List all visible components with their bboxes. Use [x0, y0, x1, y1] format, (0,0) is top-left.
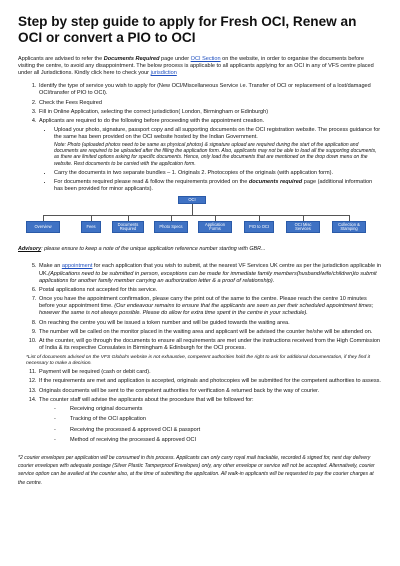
diagram-node-documents-required: Documents Required	[112, 221, 144, 233]
diagram-node-photo-specs: Photo Specs	[154, 221, 188, 233]
step-14: 14. The counter staff will advise the applicants about the procedure that will be followed for:	[38, 397, 382, 404]
bullet-documents	[53, 179, 382, 193]
step-9: 9. The number will be called on the monitor placed in the waiting area and applicant will be advised the counter he/she will be attended on.	[38, 329, 382, 336]
steps-list-2	[18, 263, 382, 352]
bullet-bundles: • Carry the documents in two separate bundles – 1. Originals 2. Photocopies of the originals (with application form).	[53, 170, 382, 177]
page-title: Step by step guide to apply for Fresh OCI, Renew an OCI or convert a PIO to OCI	[18, 14, 357, 45]
bullet-documents-text-c: page (additional information has been provided for minor applicants).	[54, 179, 373, 193]
step-7-note: (Our endeavour remains to ensure that the applicants are seen as per their scheduled appointment times; however the same is not always possible. Please do allow for extra time spent in the centre in your schedule).	[39, 303, 374, 317]
procedure-item: - Receiving the processed & approved OCI & passport	[70, 427, 382, 434]
courier-footnote: *2 courier envelopes per application will be consumed in this process. Applicants can only carry royal mail trackable, recorded & signed for, next day delivery courier envelopes with adequate postage (Silver Plastic Tamperproof Envelopes) only, any other envelope or service will not be accepted. Alternatively, courier service option can be availed at the counter also, at the time of submitting the application. All walk-in applicants will be requested to pay the courier charges at the centre.	[18, 455, 375, 486]
steps-list-3	[18, 369, 382, 404]
intro-paragraph	[18, 56, 382, 77]
step-1: 1. Identify the type of service you wish to apply for (New OCI/Miscellaneous Service i.e. Transfer of OCI or replacement of a lost/damaged OCI/transfer of PIO to OCI).	[38, 83, 382, 97]
step-7-text: Once you have the appointment confirmation, please carry the print out of the same to the centre. Please reach the centre 10 minutes before your appointment time.	[39, 296, 367, 310]
intro-text-e: on the website, in order to organise the documents before visiting the centre, to avoid any disappointment. The below process is applicable to all applicants applying for an OCI in any of VFS centre placed under all Jurisdictions. Kindly click here to check your	[18, 56, 374, 77]
step-5-note: (Applications need to be submitted in person, exceptions can be made for immediate family members(husband/wife/children)to submit applications for another family member carrying an authorization letter & a proof of relationship).	[39, 270, 377, 284]
diagram-root-oci: OCI	[178, 196, 206, 204]
step-7	[38, 296, 382, 317]
diagram-node-application-forms: Application Forms	[198, 221, 232, 233]
upload-note: Note: Photo (uploaded photos need to be same as physical photos) & signature upload are required during the start of the application and documents are required to be uploaded after the filling the application form. Also, applicants may not be able to load all the supporting documents, as there are limited options asking for specific documents. Hence, only load the documents that are mentioned on the drop down menu on the website. Rest documents to be carried with the application form.	[54, 141, 377, 167]
step-4-bullets	[39, 127, 382, 193]
bullet-upload-text: Upload your photo, signature, passport copy and all supporting documents on the OCI registration website. The process guidance for the same has been provided on the OCI website hosted by the Indian Government.	[54, 127, 381, 141]
step-11: 11. Payment will be required (cash or debit card).	[38, 369, 382, 376]
step-6: 6. Postal applications not accepted for this service.	[38, 287, 382, 294]
steps-list-1	[18, 83, 382, 193]
step-12: 12. If the requirements are met and application is accepted, originals and photocopies will be submitted for the competent authorities to assess.	[38, 378, 382, 385]
step-5-text-c: for each application that you wish to submit, at the nearest VF Services UK centre as per the jurisdiction applicable in UK.	[39, 263, 381, 277]
oci-diagram	[18, 196, 382, 240]
diagram-node-fees: Fees	[81, 221, 101, 233]
diagram-connector	[192, 204, 193, 215]
procedure-item: - Tracking of the OCI application	[70, 416, 382, 423]
documents-required-emphasis: documents required	[248, 179, 303, 186]
diagram-node-oci-misc-services: OCI Misc Services	[286, 221, 320, 233]
step-10: 10. At the counter, will go through the documents to ensure all requirements are met under the instructions received from the High Commission of India & its respective Consulates in Birmingham & Edinburgh for the OCI process.	[38, 338, 382, 352]
diagram-node-overview: Overview	[26, 221, 60, 233]
advisory-text: : please ensure to keep a note of the unique application reference number starting with GBR...	[41, 246, 266, 253]
advisory-note	[18, 246, 382, 253]
bullet-upload	[53, 127, 382, 167]
procedure-item: - Receiving original documents	[70, 406, 382, 413]
diagram-node-collection-stamping: Collection & Stamping	[332, 221, 366, 233]
documents-disclaimer: *List of documents advised on the VFS Global's website is not exhaustive, competent authorities hold the right to ask for additional documentation, if they find it necessary to make a decision.	[26, 354, 371, 366]
step-5-text-a: Make an	[39, 263, 62, 270]
jurisdiction-link[interactable]: jurisdiction	[150, 70, 177, 77]
intro-text-c: page under	[159, 56, 191, 62]
step-8: 8. On reaching the centre you will be issued a token number and will be guided towards the waiting area.	[38, 320, 382, 327]
diagram-node-pio-to-oci: PIO to OCI	[244, 221, 274, 233]
step-2: 2. Check the Fees Required	[38, 100, 382, 107]
advisory-label: Advisory	[18, 246, 42, 253]
bullet-documents-text-a: For documents required please read & follow the requirements provided on the	[54, 179, 249, 186]
appointment-link[interactable]: appointment	[61, 263, 93, 270]
oci-section-link[interactable]: OCI Section	[190, 56, 221, 62]
step-3: 3. Fill in Online Application, selecting the correct jurisdiction( London, Birmingham or Edinburgh)	[38, 109, 382, 116]
procedure-list	[18, 406, 382, 444]
documents-required-ref: Documents Required	[103, 56, 160, 62]
step-5	[38, 263, 382, 284]
intro-text-a: Applicants are advised to refer the	[18, 56, 104, 62]
step-13: 13. Originals documents will be sent to the competent authorities for verification & returned back by the way of courier.	[38, 388, 382, 395]
step-4-text: Applicants are required to do the following before proceeding with the appointment creation.	[39, 118, 265, 125]
step-4	[38, 118, 382, 193]
procedure-item: - Method of receiving the processed & approved OCI	[70, 437, 382, 444]
